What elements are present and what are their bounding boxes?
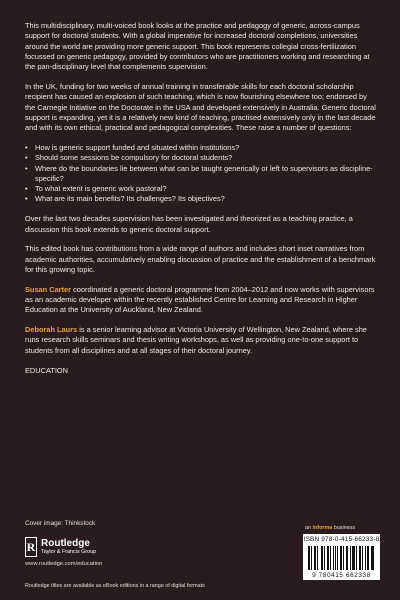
question-item: • Where do the boundaries lie between what can be taught generically or left to supervisors as discipline-specific?	[25, 164, 378, 185]
blurb	[25, 21, 378, 385]
author-bio	[25, 325, 378, 356]
publisher-subtitle: Taylor & Francis Group	[41, 548, 97, 555]
edited-paragraph: This edited book has contributions from a wide range of authors and includes short inset narratives from academic authorities, accumulatively enabling discussion of practice and the establishment of a benchmark for this growing topic.	[25, 244, 376, 274]
informa-business: an informa business	[305, 525, 356, 531]
question-item: • How is generic support funded and situated within institutions?	[25, 143, 378, 153]
barcode-bar	[317, 546, 318, 570]
cover-credit: Cover image: Thinkstock	[25, 520, 96, 527]
author-name: Susan Carter	[25, 284, 72, 294]
question-item: • Should some sessions be compulsory for doctoral students?	[25, 153, 378, 163]
barcode-bar	[328, 546, 329, 570]
questions-list	[25, 143, 378, 205]
barcode-bar	[322, 546, 323, 570]
supervision-paragraph: Over the last two decades supervision has been investigated and theorized as a teaching practice, a discussion this book extends to generic doctoral support.	[25, 214, 353, 234]
routledge-logo-icon: R	[25, 537, 37, 557]
isbn-label: ISBN 978-0-415-66233-8	[303, 536, 380, 543]
uk-paragraph: In the UK, funding for two weeks of annual training in transferable skills for each doctoral scholarship recipient has caused an explosion of such teaching, which is now flourishing elsewhere too; endorsed by the Carnegie Initiative on the Doctorate in the USA and developed extensively in Australia. Generic doctoral support is expanding, yet it is a relatively new kind of teaching, practised extensively only in the last decade and with its own ethical, practical and pedagogical complexities. These raise a number of questions:	[25, 81, 376, 133]
barcode-bar	[353, 546, 354, 570]
intro-paragraph: This multidisciplinary, multi-voiced book looks at the practice and pedagogy of generic, across-campus support for doctoral students. With a global imperative for increased doctoral completions, universities around the world are providing more generic support. This book represents collegial cross-fertilization focussed on generic pedagogy, provided by contributors who are practitioners working and researching at the pan-disciplinary level that complements supervision.	[25, 21, 370, 72]
barcode	[303, 534, 380, 580]
publisher-url: www.routledge.com/education	[25, 561, 103, 567]
author-bio-text: coordinated a generic doctoral programme from 2004–2012 and now works with supervisors as an academic developer within the recently established Centre for Learning and Research in Higher Education at the University of Auckland, New Zealand.	[25, 284, 375, 315]
author-name: Deborah Laurs	[25, 325, 78, 335]
publisher-logo	[25, 536, 96, 558]
ebook-note: Routledge titles are available as eBook editions in a range of digital formats	[25, 583, 205, 589]
question-item: • To what extent is generic work pastoral?	[25, 184, 378, 194]
barcode-bar	[372, 546, 373, 570]
barcode-bars	[308, 546, 375, 570]
barcode-bar	[360, 546, 361, 570]
informa-brand: informa	[312, 525, 333, 531]
subject-category: EDUCATION	[25, 365, 68, 375]
publisher-name: Routledge	[41, 537, 90, 549]
barcode-bar	[347, 546, 348, 570]
barcode-number: 9 780415 662338	[312, 572, 371, 579]
author-bio-text: is a senior learning advisor at Victoria University of Wellington, New Zealand, where she runs research skills seminars and thesis writing workshops, as well as providing one-to-one support to students from all disciplines and at all stages of their doctoral journey.	[25, 325, 367, 355]
question-item: • What are its main benefits? Its challenges? Its objectives?	[25, 194, 378, 204]
author-bio	[25, 285, 378, 316]
barcode-bar	[311, 546, 312, 570]
